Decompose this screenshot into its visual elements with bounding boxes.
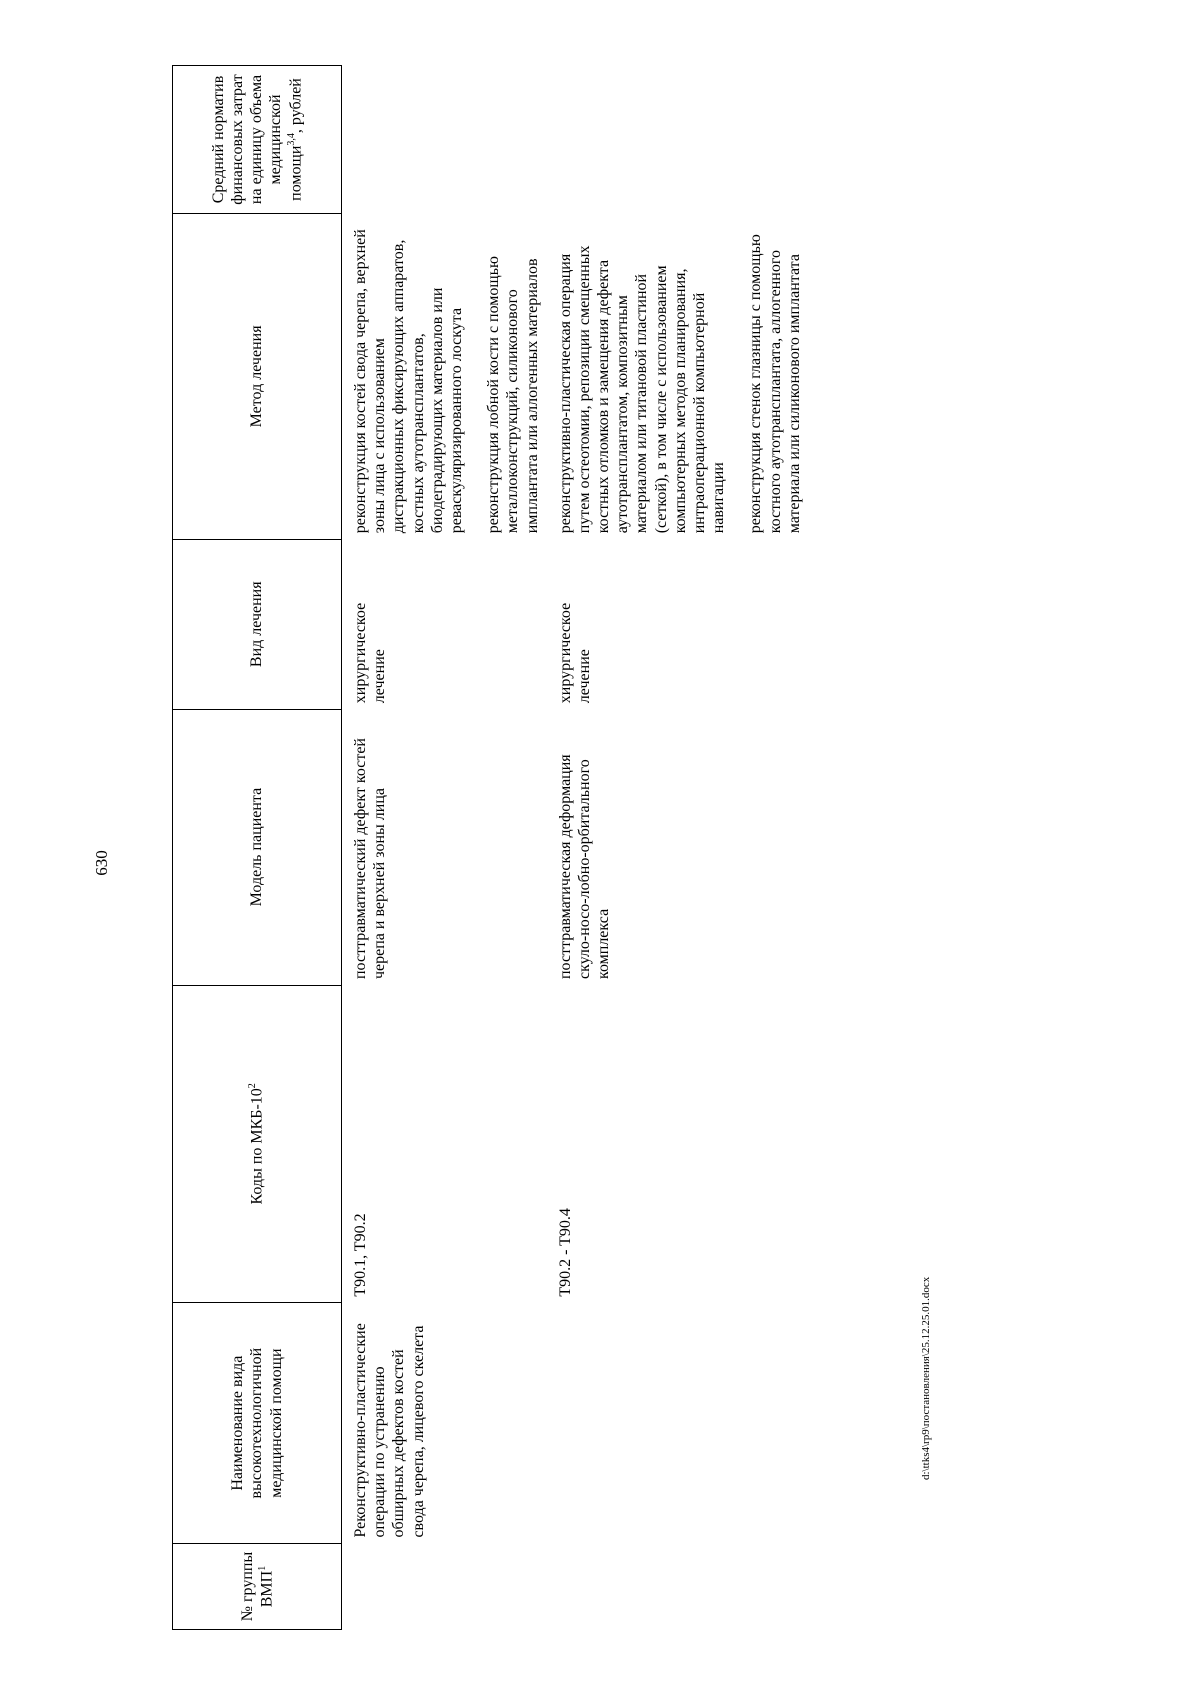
cell-name: [547, 1303, 809, 1544]
cell-cost: [342, 66, 547, 214]
cell-method: [547, 213, 809, 539]
cell-codes: T90.2 - T90.4: [556, 1208, 574, 1297]
header-name: Наименование вида высокотехнологичной медицинской помощи: [173, 1303, 342, 1544]
cell-group-no: [342, 1544, 547, 1630]
cell-cost: [547, 66, 809, 214]
cell-model: посттравматическая деформация скуло-носо-лобно-орбитального комплекса: [556, 754, 613, 980]
table-row: [342, 66, 547, 1630]
footer-file-path: d:\ttks4\rp9\постановления\25.12.25.01.docx: [920, 1276, 932, 1480]
vmp-table: [172, 65, 809, 1630]
header-method: Метод лечения: [173, 213, 342, 539]
method-item: реконструктивно-пластическая операция путем остеотомии, репозиции смещенных костных отломков и замещения дефекта аутотрансплантатом, композитным материалом или титановой пластиной (сеткой), в том числе с использованием компьютерных методов планирования, интраоперационной компьютерной навигации: [556, 245, 728, 534]
table-header-row: [173, 66, 342, 1630]
table-row: [547, 66, 809, 1630]
method-item: реконструкция костей свода черепа, верхней зоны лица с использованием дистракционных фиксирующих аппаратов, костных аутотрансплантатов, биодеградирующих материалов или реваскуляризированного лоскута: [352, 229, 465, 534]
cell-treatment-type: хирургическое лечение: [352, 602, 389, 704]
cell-treatment-type: хирургическое лечение: [556, 602, 593, 704]
header-treatment-type: Вид лечения: [173, 539, 342, 709]
page-number: 630: [92, 850, 111, 876]
header-cost: Средний норматив финансовых затрат на единицу объема медицинской помощи$^{3,4}$, рублей: [173, 66, 342, 214]
cell-codes: T90.1, T90.2: [352, 1213, 369, 1297]
cell-method: [342, 213, 547, 539]
header-model: Модель пациента: [173, 709, 342, 985]
cell-model: посттравматический дефект костей черепа и верхней зоны лица: [352, 738, 389, 980]
method-item: реконструкция лобной кости с помощью металлоконструкций, силиконового имплантата или аллогенных материалов: [485, 256, 541, 534]
cell-name: Реконструктивно-пластические операции по устранению обширных дефектов костей свода черепа, лицевого скелета: [352, 1323, 427, 1538]
method-item: реконструкция стенок глазницы с помощью костного аутотрансплантата, аллогенного материала или силиконового имплантата: [747, 234, 803, 534]
rotated-table-container: [172, 65, 1200, 1630]
header-codes: Коды по МКБ-$10^2$: [173, 985, 342, 1303]
header-group-no: № группы ВМП$^1$: [173, 1544, 342, 1630]
cell-group-no: [547, 1544, 809, 1630]
